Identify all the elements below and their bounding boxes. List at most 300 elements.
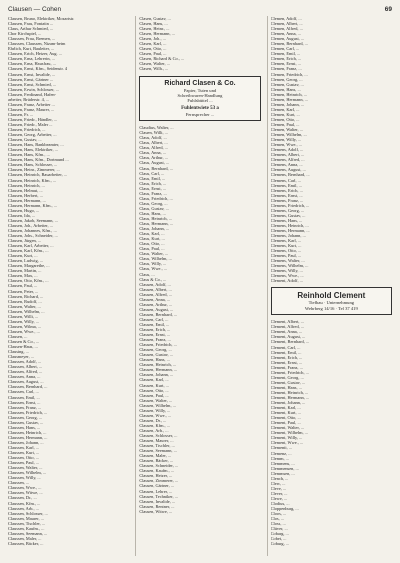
directory-entry: Clausen, Johann, ...: [139, 372, 174, 378]
directory-entry: Clementi, ...: [270, 445, 293, 451]
directory-entry: Clausen, Walter, ...: [8, 303, 41, 309]
directory-entry: Clausen, Franz, ...: [139, 337, 171, 343]
directory-entry: Clausen, Jakob, Seemann, ...: [8, 217, 58, 223]
directory-entry: Claus, Friedrich, ...: [139, 195, 173, 201]
directory-entry: Claussen, Arb., ...: [8, 505, 39, 511]
directory-entry: Claus & Co., ...: [139, 276, 167, 282]
directory-entry: Clemen, Alfred, ...: [270, 26, 303, 32]
directory-entry: Clausen, Techniker, ...: [139, 493, 178, 499]
directory-entry: Clement, Walter, ...: [270, 425, 305, 431]
directory-entry: Claus, Emil, ...: [139, 175, 166, 181]
directory-entry: Clemens, Otto, ...: [270, 248, 302, 254]
directory-entry: Claus, Otto, ...: [139, 241, 165, 247]
directory-entry: Clausen, Maurer, ...: [139, 438, 174, 444]
directory-entry: Clausen, Hermann, ...: [8, 197, 46, 203]
directory-entry: Clausen, Friedrich, ...: [8, 127, 46, 133]
directory-entry: Clausen, Karl, ...: [139, 377, 169, 383]
directory-entry: Clausen, Walter, ...: [139, 397, 173, 403]
directory-entry: Clasen, Joh., ...: [139, 36, 166, 42]
directory-entry: Clasen, Walter, ...: [139, 61, 170, 67]
directory-entry: Clement, Otto, ...: [270, 415, 301, 421]
directory-entry: Claus, Bernhard, ...: [139, 165, 173, 171]
directory-entry: Claudius, Walter, ...: [139, 125, 174, 131]
directory-entry: Clemen, Kurt, ...: [270, 111, 300, 117]
directory-entry: Clement, Paul, ...: [270, 420, 301, 426]
directory-entry: Claus, Ernst, ...: [139, 185, 166, 191]
directory-entry: Claussen, Paul, ...: [8, 460, 40, 466]
directory-entry: Clausen, Emil, ...: [139, 321, 170, 327]
directory-entry: Clement, Carl, ...: [270, 344, 301, 350]
directory-entry: Clausen, Heinrich, ...: [8, 182, 45, 188]
directory-entry: Clement, Friedrich, ...: [270, 369, 309, 375]
directory-entry: Claussen, Bernhard, ...: [8, 384, 48, 390]
directory-entry: Claus, Arthur Schmied, ...: [8, 26, 54, 32]
directory-entry: Claus, Anna, ...: [139, 150, 166, 156]
directory-entry: Clemen, Erich, ...: [270, 56, 302, 62]
directory-entry: Clausen, Hans, Bankbeamter, ...: [8, 142, 64, 148]
directory-columns: [8, 16, 392, 556]
directory-entry: Clausen, Erna, Hausfrau, ...: [8, 61, 56, 67]
directory-entry: Clausen, Ernst, Kfm., Seidenstr. 4: [8, 66, 67, 72]
directory-entry: Clausen, Hermann, Kfm., ...: [8, 202, 57, 208]
directory-entry: Clemm, ...: [270, 455, 289, 461]
directory-entry: Clausen, Heinrich, Bauarbeiter, ...: [8, 172, 68, 178]
directory-entry: Clauen, Willi, ...: [139, 130, 168, 136]
directory-entry: Clausen, Hugo, ...: [8, 207, 40, 213]
directory-entry: Claus, Willy, ...: [139, 261, 167, 267]
directory-entry: Clemens, Bernhard, ...: [270, 172, 310, 178]
directory-entry: Clewe, ...: [270, 495, 288, 501]
directory-entry: Clausen, Kaufm., ...: [139, 468, 175, 474]
directory-entry: Clausen, Bernhard, ...: [139, 311, 178, 317]
directory-entry: Clement, Georg, ...: [270, 374, 304, 380]
directory-entry: Clausen, Wwe., ...: [8, 328, 40, 334]
directory-entry: Clausing, ...: [8, 349, 29, 355]
directory-entry: Claussen, Wilhelm, ...: [8, 470, 47, 476]
directory-entry: Clausen, Adolf, ...: [139, 281, 171, 287]
directory-entry: Cloos, ...: [270, 511, 287, 517]
directory-entry: Claus, Carl, ...: [139, 170, 165, 176]
directory-entry: Ehrlich, Kurt, Bauleiter, ...: [8, 46, 55, 52]
directory-entry: Clemens, Hans, ...: [270, 217, 303, 223]
directory-entry: Clemens, Emil, ...: [270, 182, 302, 188]
directory-entry: Claus, Hans, ...: [139, 210, 166, 216]
directory-entry: Clausen, Richard, ...: [8, 293, 44, 299]
directory-entry: Clemen, Walter, ...: [270, 127, 303, 133]
ad-title: Richard Clasen & Co.: [164, 79, 236, 87]
directory-entry: Clemmensen, ...: [270, 465, 299, 471]
directory-entry: Claussen, Hermann, ...: [8, 434, 48, 440]
directory-entry: Clasen, Gustav, ...: [139, 16, 171, 21]
ad-address: Fuhlentwiete 53 a: [181, 105, 219, 111]
directory-entry: Clausen, Karl, Arbeiter, ...: [8, 243, 54, 249]
directory-entry: Clausen, Helmut, ...: [8, 187, 43, 193]
directory-entry: Clemens, Kurt, ...: [270, 243, 302, 249]
page-number: 69: [384, 6, 392, 13]
directory-entry: Clausen, Witwe, ...: [139, 508, 173, 514]
advertisement-clasen: [139, 76, 260, 122]
directory-entry: Claus, Alfred, ...: [139, 145, 168, 151]
directory-entry: Clausen, Arb., ...: [139, 427, 169, 433]
directory-entry: Claus, Gustav, ...: [139, 205, 169, 211]
directory-entry: Clausen, Peter, ...: [8, 288, 39, 294]
directory-entry: Clausen, Erich, ...: [139, 327, 171, 333]
directory-entry: Clemen, Hermann, ...: [270, 96, 308, 102]
directory-entry: Clausen, Herbert, ...: [8, 192, 43, 198]
directory-entry: Claus, Heinrich, ...: [139, 215, 173, 221]
directory-entry: Clausen, Bruno, Elektriker, Mozartstr.: [8, 16, 75, 21]
directory-entry: Clemens, Albert, ...: [270, 152, 305, 158]
directory-entry: Clausen, Otto, ...: [139, 387, 169, 393]
directory-entry: Clausen, Tischler, ...: [139, 443, 175, 449]
directory-entry: Claus, Hermann, ...: [139, 221, 173, 227]
ad-line: Tiefbau · Unternehmung: [308, 300, 355, 306]
ad-line: Schreibwaren-Handlung: [177, 92, 223, 98]
directory-entry: Claussen, Frau, Bremen, ...: [8, 36, 56, 42]
directory-entry: Clausen, Ida, ...: [8, 212, 36, 218]
directory-entry: Clasen, Hermann, ...: [139, 31, 175, 37]
directory-entry: Claus, Arthur, ...: [139, 155, 168, 161]
directory-entry: Claussen, Friedrich, ...: [8, 409, 48, 415]
directory-entry: Clausen, Lehrer, ...: [139, 488, 173, 494]
directory-entry: Clausen, August, ...: [139, 306, 174, 312]
directory-entry: Clausen, Franz, Maurer, ...: [8, 106, 55, 112]
directory-entry: Clausen, Willy, ...: [8, 318, 39, 324]
directory-entry: arbeiter, Brüderstr. 4, ...: [8, 96, 50, 102]
directory-entry: Claussen, Emil, ...: [8, 394, 40, 400]
directory-entry: Claus, Albert, ...: [139, 140, 168, 146]
directory-entry: Clement, Hans, ...: [270, 384, 302, 390]
directory-entry: Clausen, Erna, Lehrerin, ...: [8, 56, 55, 62]
directory-entry: Clement, Anna, ...: [270, 329, 303, 335]
directory-entry: Clausen, Paul, ...: [139, 392, 169, 398]
directory-entry: Clement, Adolf, ...: [270, 278, 303, 284]
directory-entry: Claussen, Johann, ...: [8, 439, 44, 445]
directory-entry: Clemens, Willy, ...: [270, 268, 303, 274]
directory-entry: Clausen, Willy, ...: [139, 407, 171, 413]
directory-entry: Claussen, Karl, ...: [8, 444, 40, 450]
directory-entry: Claussen, Dr., ...: [8, 495, 37, 501]
directory-entry: Clausen, Margarethe, ...: [8, 263, 50, 269]
directory-entry: Clement, Kurt, ...: [270, 410, 301, 416]
directory-entry: Clausen, Rentner, ...: [139, 503, 175, 509]
directory-entry: Claus, Franz, ...: [139, 190, 167, 196]
directory-entry: Claussen, Claussen, Nizam-heim: [8, 41, 66, 47]
directory-entry: Clausmeyer, ...: [8, 354, 35, 360]
directory-entry: Clemens, Carl, ...: [270, 177, 301, 183]
directory-entry: Clemens, Anna, ...: [270, 162, 303, 168]
directory-entry: Clemen, Otto, ...: [270, 116, 300, 122]
directory-entry: Clausen, Seemann, ...: [139, 448, 177, 454]
directory-entry: Clement, Willy, ...: [270, 435, 303, 441]
directory-entry: Clemen, Carl, ...: [270, 46, 300, 52]
directory-entry: Claussen, Adolf, ...: [8, 359, 42, 365]
directory-entry: Clemen, Friedrich, ...: [270, 71, 308, 77]
directory-entry: Claussen, Schlosser, ...: [8, 510, 48, 516]
directory-entry: Clemen, Anna, ...: [270, 31, 301, 37]
directory-entry: Clemens, Wilhelm, ...: [270, 263, 309, 269]
directory-entry: Clausen, Wilhelm, ...: [8, 308, 45, 314]
ad-title: Reinhold Clement: [297, 291, 366, 301]
directory-entry: Coburg, ...: [270, 541, 290, 547]
directory-entry: Clausen, Gärtner, ...: [139, 483, 175, 489]
ad-line: Fuhlsbüttel ...: [187, 98, 213, 104]
directory-entry: Clemens, Johann, ...: [270, 233, 306, 239]
directory-entry: Clausen, Friedr., Händler, ...: [8, 116, 58, 122]
directory-entry: Claussen, Bäcker, ...: [8, 540, 44, 546]
directory-entry: Clausen & Co., ...: [8, 339, 40, 344]
directory-entry: Claus, Wilhelm, ...: [139, 256, 172, 262]
directory-entry: Claus, August, ...: [139, 160, 170, 166]
directory-entry: Clausen, Karl, Kfm., ...: [8, 248, 49, 254]
directory-entry: Claus, ...: [139, 271, 155, 277]
directory-entry: Clemen, Wilhelm, ...: [270, 132, 307, 138]
directory-entry: Claussen, Kfm., ...: [8, 500, 41, 506]
directory-entry: Cobet, ...: [270, 536, 287, 542]
directory-entry: Clausen, Paul, ...: [8, 283, 38, 289]
directory-entry: Chor Kirchspiel, ...: [8, 31, 42, 37]
directory-entry: Clausen, Wilhelm, ...: [139, 402, 176, 408]
directory-entry: Clemens, Adolf, ...: [270, 147, 304, 153]
directory-entry: Claus, Walter, ...: [139, 251, 169, 257]
directory-entry: Clement, Heinrich, ...: [270, 389, 309, 395]
directory-entry: Claussen, Kaufm., ...: [8, 525, 45, 531]
directory-entry: Clasen, Paul, ...: [139, 51, 167, 57]
directory-entry: Claussen, Otto, ...: [8, 455, 40, 461]
directory-entry: Clasen, Richard & Co., ...: [139, 56, 185, 62]
directory-entry: Clausen, Franz, Arbeiter ...: [8, 101, 55, 107]
directory-entry: Clausen, Jürgen, ...: [8, 238, 42, 244]
directory-entry: Clausen, Martin, ...: [8, 268, 42, 274]
directory-entry: Claussen, Gustav, ...: [8, 419, 44, 425]
directory-entry: Clerc, ...: [270, 480, 286, 486]
directory-entry: Clement, Hermann, ...: [270, 395, 310, 400]
directory-entry: Clemens, Georg, ...: [270, 207, 305, 213]
directory-entry: Clausen, Frau, Fontatin ...: [8, 21, 54, 27]
directory-entry: Cleve, ...: [270, 485, 287, 491]
directory-entry: Clausen, Georg, ...: [139, 347, 172, 353]
directory-entry: Clement, Albert, ...: [270, 319, 304, 325]
directory-entry: Clausen, Ernst, Schmied, ...: [8, 81, 57, 87]
directory-entry: Clemen, Albert, ...: [270, 21, 303, 27]
directory-entry: Clemens, Franz, ...: [270, 197, 304, 203]
directory-entry: Clausen, Ludwig, ...: [8, 258, 44, 264]
directory-entry: Clemen, Willy, ...: [270, 137, 302, 143]
directory-entry: Clausen, Heinrich, ...: [139, 362, 177, 368]
directory-entry: Claussen, Wwe., ...: [8, 485, 42, 491]
directory-entry: Claus, Karl, ...: [139, 231, 165, 237]
directory-entry: Clausen, Gustav, ...: [8, 137, 42, 143]
directory-entry: Clasen, Hans, ...: [139, 21, 168, 27]
directory-entry: Clemens, Paul, ...: [270, 253, 302, 259]
directory-entry: Clausen, Johs., Schneider, ...: [8, 233, 58, 239]
directory-entry: Closs, ...: [270, 521, 286, 527]
directory-entry: Clausen, Otto, Kfm., ...: [8, 278, 49, 284]
directory-entry: Clasen, Karl, ...: [139, 41, 167, 47]
ad-line: Fernsprecher ...: [185, 111, 215, 117]
directory-entry: Clausen, Ernst, ...: [139, 332, 171, 338]
column-2: [135, 16, 260, 556]
directory-entry: Clasen, Otto, ...: [139, 46, 167, 52]
directory-entry: Clemen, Paul, ...: [270, 121, 300, 127]
directory-entry: Clement, August, ...: [270, 334, 306, 340]
directory-entry: Clement, Wwe., ...: [270, 440, 304, 446]
directory-entry: Clausen, Alfred, ...: [139, 291, 173, 297]
directory-entry: Clemen, Karl, ...: [270, 106, 300, 112]
directory-entry: Clausen, Erich, Heizer, Aug. ...: [8, 51, 62, 57]
directory-entry: Clement, Emil, ...: [270, 349, 302, 355]
directory-entry: Clemen, Johann, ...: [270, 101, 305, 107]
directory-entry: Clodius, ...: [270, 500, 290, 506]
directory-entry: Clemens, Hermann, ...: [270, 227, 310, 233]
directory-entry: Clemens, Heinrich, ...: [270, 222, 309, 228]
directory-entry: Clemen, Gustav, ...: [270, 81, 304, 87]
directory-entry: Clausen, Friedr., Maler ...: [8, 121, 53, 127]
directory-entry: Clement, Bernhard, ...: [270, 339, 310, 345]
advertisement-clement: [271, 287, 392, 315]
directory-entry: Clasen, Heinr., ...: [139, 26, 170, 32]
directory-entry: Clemen, Emil, ...: [270, 51, 301, 57]
directory-entry: Claussen, Willy, ...: [8, 475, 41, 481]
running-head: Clausen — Cohen: [8, 6, 62, 13]
directory-entry: Clausen, Johannes, Kfm., ...: [8, 227, 57, 233]
directory-entry: Clausen, Heizer, ...: [139, 473, 173, 479]
directory-entry: Claussen, Kurt, ...: [8, 450, 40, 456]
directory-entry: Clausen, ...: [8, 333, 28, 339]
directory-entry: Claus, Kurt, ...: [139, 236, 165, 242]
directory-entry: Clemens, Erich, ...: [270, 187, 303, 193]
directory-entry: Claussen, Maler, ...: [8, 535, 42, 541]
directory-entry: Clemen, Adolf, ...: [270, 16, 302, 21]
directory-entry: Claus, Paul, ...: [139, 246, 165, 252]
directory-entry: Claussen, Georg, ...: [8, 414, 43, 420]
directory-entry: Clausen, Wilma, ...: [8, 323, 42, 329]
directory-entry: Clausen, Albert, ...: [139, 286, 172, 292]
directory-entry: Clausen, Dr., ...: [139, 417, 167, 423]
directory-entry: Clausen, Georg, Arbeiter, ...: [8, 132, 57, 138]
directory-entry: Clausen, Erwin, Schlosser, ...: [8, 86, 59, 92]
directory-entry: Clos, ...: [270, 516, 285, 522]
directory-entry: Claussen, Seemann, ...: [8, 530, 48, 536]
directory-entry: Clement, Wilhelm, ...: [270, 430, 308, 436]
directory-entry: Claussen, Maurer, ...: [8, 515, 44, 521]
directory-entry: Claussen, Ernst, ...: [8, 399, 41, 405]
directory-entry: Clement, Franz, ...: [270, 364, 303, 370]
directory-entry: Clemens, Wwe., ...: [270, 273, 304, 279]
directory-entry: Cloppenburg, ...: [270, 506, 299, 512]
directory-entry: Clement, Johann, ...: [270, 400, 306, 406]
directory-entry: Clausen, Friedrich, ...: [139, 342, 177, 348]
directory-entry: Clemmsen, ...: [270, 470, 295, 476]
directory-entry: Clausen, Hans, Elektriker, ...: [8, 147, 58, 153]
ad-line: Papier, Tuten und: [183, 87, 217, 93]
directory-entry: Claus, Wwe., ...: [139, 266, 167, 272]
directory-entry: Clausen, Zimmerer, ...: [139, 478, 179, 484]
directory-entry: Clemens, Alfred, ...: [270, 157, 305, 163]
directory-entry: Clemens, Friedrich, ...: [270, 202, 310, 208]
directory-entry: Claussen, Heinrich, ...: [8, 429, 47, 435]
directory-entry: Clausen-Haus, ...: [8, 344, 38, 350]
directory-entry: Claussen, Hans, ...: [8, 424, 41, 430]
directory-entry: Claus, Adolf, ...: [139, 135, 167, 141]
directory-entry: Clemen, Bernhard, ...: [270, 41, 308, 47]
directory-entry: Clausen, Hans, Schlosser, ...: [8, 162, 58, 168]
directory-entry: Clausen, Kfm., ...: [139, 422, 170, 428]
directory-entry: Clüver, ...: [270, 526, 288, 532]
directory-entry: Clement, Gustav, ...: [270, 379, 305, 385]
directory-entry: Clausen, Invalide, ...: [139, 498, 176, 504]
directory-entry: Clemen, Hans, ...: [270, 86, 301, 92]
directory-entry: Clement, Ernst, ...: [270, 359, 303, 365]
directory-entry: Clever, ...: [270, 490, 288, 496]
directory-entry: Clausen, Heinrich, Kfm., ...: [8, 177, 57, 183]
directory-entry: Cobarg, ...: [270, 531, 289, 537]
directory-entry: Clemen, Heinrich, ...: [270, 91, 307, 97]
directory-entry: Claussen, Anna, ...: [8, 374, 41, 380]
directory-entry: Clausen, Ernst, Invalide, ...: [8, 71, 56, 77]
directory-entry: Clausen, Rudolf, ...: [8, 298, 42, 304]
ad-line: Wehrberg 14/16 · Tel 37 419: [304, 305, 358, 311]
directory-entry: Clemen, Franz, ...: [270, 66, 302, 72]
directory-entry: Clausen, Gustav, ...: [139, 352, 173, 358]
directory-entry: Claus, Johann, ...: [139, 226, 170, 232]
directory-entry: Claussen, Carl, ...: [8, 389, 39, 395]
column-3: [267, 16, 392, 556]
directory-entry: Claussen, ...: [8, 480, 30, 486]
directory-entry: Clausen, Arthur, ...: [139, 301, 173, 307]
directory-entry: Clausen, Willi, ...: [8, 313, 39, 319]
directory-entry: Clausen, Schlosser, ...: [139, 433, 178, 438]
directory-entry: Clausen, Ernst, Gärtner ...: [8, 76, 54, 82]
directory-entry: Clausen, Wwe., ...: [139, 412, 172, 418]
directory-entry: Clausen, Hans, Kfm., ...: [8, 152, 50, 158]
directory-entry: Claussen, Franz, ...: [8, 404, 42, 410]
directory-entry: Clausen, Schneider, ...: [139, 463, 179, 469]
directory-entry: Clausen, Maler, ...: [139, 453, 172, 459]
directory-entry: Claussen, Tischler, ...: [8, 520, 46, 526]
directory-entry: Clement, Alfred, ...: [270, 324, 305, 330]
directory-entry: Clausen, Max, ...: [8, 273, 38, 279]
directory-entry: Clemens, August, ...: [270, 167, 306, 173]
directory-entry: Claussen, Walter, ...: [8, 465, 43, 471]
directory-entry: Clemen, Georg, ...: [270, 76, 303, 82]
directory-entry: Clausen, Kurt, ...: [8, 253, 38, 259]
directory-entry: Clemmens, ...: [270, 460, 295, 466]
directory-entry: Clement, Erich, ...: [270, 354, 303, 360]
directory-entry: Claus, Erich, ...: [139, 180, 167, 186]
directory-entry: Claussen, Witwe, ...: [8, 490, 43, 496]
directory-entry: Clausen, Fr. ...: [8, 111, 34, 117]
column-1: [8, 16, 129, 556]
directory-entry: Clausen, Hans, ...: [139, 357, 170, 363]
directory-entry: Claussen, August, ...: [8, 379, 44, 385]
directory-entry: Clausen, Joh., Arbeiter, ...: [8, 222, 53, 228]
directory-entry: Clemens, Karl, ...: [270, 238, 302, 244]
directory-entry: Clausen, Kurt, ...: [139, 382, 169, 388]
directory-entry: Clemen, Wwe., ...: [270, 142, 302, 148]
directory-entry: Clausen, Heinr., Zimmerer, ...: [8, 167, 60, 173]
directory-entry: Clausen, Anna, ...: [139, 296, 171, 302]
directory-entry: Clausen, Bäcker, ...: [139, 458, 174, 464]
directory-entry: Clemens, Ernst, ...: [270, 192, 303, 198]
directory-entry: Clement, Karl, ...: [270, 405, 301, 411]
directory-entry: Clausen, Hermann, ...: [139, 367, 178, 373]
directory-entry: Clausen, Carl, ...: [139, 316, 169, 322]
directory-entry: Clemen, August, ...: [270, 36, 305, 42]
directory-entry: Clemens, Gustav, ...: [270, 212, 306, 218]
directory-entry: Claussen, Albert, ...: [8, 364, 43, 370]
directory-entry: Clemenz, ...: [270, 450, 292, 456]
